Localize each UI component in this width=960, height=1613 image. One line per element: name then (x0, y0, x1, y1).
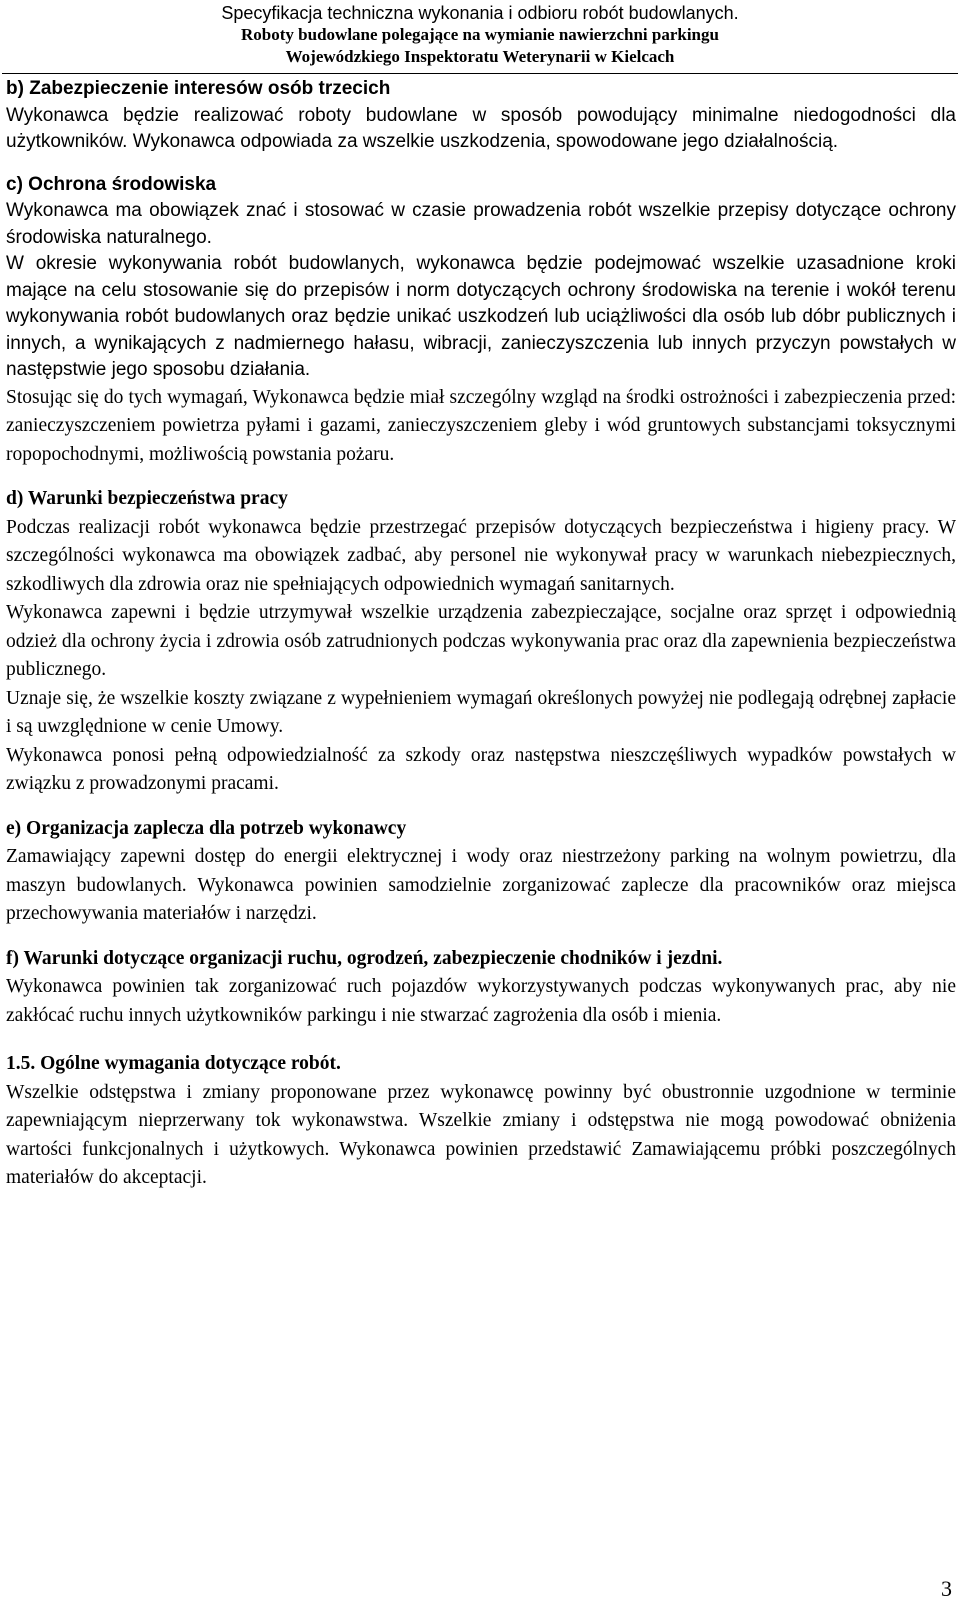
section-f-body (6, 973, 956, 1030)
section-e-paragraph-1: Zamawiający zapewni dostęp do energii elektrycznej i wody oraz niestrzeżony parking na wolnym powietrzu, dla maszyn budowlanych. Wykonawca powinien samodzielnie zorganizować zaplecze dla pracowników oraz miejsca przechowywania materiałów i narzędzi. (6, 846, 956, 924)
header-divider (2, 73, 958, 74)
section-d-heading: d) Warunki bezpieczeństwa pracy (6, 488, 288, 509)
section-f (6, 945, 956, 1031)
section-1-5 (6, 1050, 956, 1193)
section-1-5-body (6, 1079, 956, 1193)
section-d-paragraph-4: Wykonawca ponosi pełną odpowiedzialność za szkody oraz następstwa nieszczęśliwych wypadków powstałych w związku z prowadzonymi pracami. (6, 744, 956, 794)
document-body (6, 76, 956, 1193)
section-b-body (6, 103, 956, 156)
header-institution: Wojewódzkiego Inspektoratu Weterynarii w Kielcach (285, 47, 675, 66)
header-title: Specyfikacja techniczna wykonania i odbioru robót budowlanych. (221, 3, 739, 23)
section-c (6, 172, 956, 470)
section-c-paragraph-2: W okresie wykonywania robót budowlanych, wykonawca będzie podejmować wszelkie uzasadnione kroki mające na celu stosowanie się do przepisów i norm dotyczących ochrony środowiska na terenie i wokół terenu wykonywania robót budowlanych oraz będzie unikać uszkodzeń lub uciążliwości dla osób lub dóbr publicznych i innych, a wynikających z nadmiernego hałasu, wibracji, zanieczyszczenia lub innych przyczyn powstałych w następstwie jego sposobu działania. (6, 253, 956, 380)
section-d-body (6, 514, 956, 799)
section-c-body-serif (6, 384, 956, 470)
section-b-heading: b) Zabezpieczenie interesów osób trzecich (6, 78, 391, 99)
header-subtitle: Roboty budowlane polegające na wymianie nawierzchni parkingu (241, 25, 719, 44)
page-header (0, 2, 960, 68)
section-d-paragraph-2: Wykonawca zapewni i będzie utrzymywał wszelkie urządzenia zabezpieczające, socjalne oraz sprzęt i odpowiednią odzież dla ochrony życia i zdrowia osób zatrudnionych podczas wykonywania prac oraz dla zapewnienia bezpieczeństwa publicznego. (6, 602, 956, 680)
section-e-body (6, 843, 956, 929)
section-c-paragraph-1: Wykonawca ma obowiązek znać i stosować w czasie prowadzenia robót wszelkie przepisy dotyczące ochrony środowiska naturalnego. (6, 200, 956, 248)
section-1-5-heading: 1.5. Ogólne wymagania dotyczące robót. (6, 1053, 341, 1074)
page-number: 3 (941, 1576, 952, 1601)
section-b (6, 76, 956, 156)
section-b-paragraph-1: Wykonawca będzie realizować roboty budowlane w sposób powodujący minimalne niedogodności dla użytkowników. Wykonawca odpowiada za wszelkie uszkodzenia, spowodowane jego działalnością. (6, 104, 956, 152)
section-spacer (6, 1030, 956, 1050)
section-e-heading: e) Organizacja zaplecza dla potrzeb wykonawcy (6, 817, 407, 839)
section-d (6, 485, 956, 799)
section-spacer (6, 469, 956, 485)
section-d-paragraph-3: Uznaje się, że wszelkie koszty związane z wypełnieniem wymagań określonych powyżej nie podlegają odrębnej zapłacie i są uwzględnione w cenie Umowy. (6, 687, 956, 737)
section-f-paragraph-1: Wykonawca powinien tak zorganizować ruch pojazdów wykorzystywanych podczas wykonywanych prac, aby nie zakłócać ruchu innych użytkowników parkingu i nie stwarzać zagrożenia dla osób i mienia. (6, 976, 956, 1026)
section-d-paragraph-1: Podczas realizacji robót wykonawca będzie przestrzegać przepisów dotyczących bezpieczeństwa i higieny pracy. W szczególności wykonawca ma obowiązek zadbać, aby personel nie wykonywał pracy w warunkach niebezpiecznych, szkodliwych dla zdrowia oraz nie spełniających odpowiednich wymagań sanitarnych. (6, 516, 956, 595)
section-c-heading: c) Ochrona środowiska (6, 173, 217, 195)
section-c-paragraph-3: Stosując się do tych wymagań, Wykonawca będzie miał szczególny wzgląd na środki ostrożności i zabezpieczenia przed: zanieczyszczeniem powietrza pyłami i gazami, zanieczyszczeniem gleby i wód gruntowych substancjami toksycznymi ropopochodnymi, możliwością powstania pożaru. (6, 386, 956, 465)
section-spacer (6, 156, 956, 172)
section-e (6, 815, 956, 929)
section-spacer (6, 799, 956, 815)
section-f-heading: f) Warunki dotyczące organizacji ruchu, ogrodzeń, zabezpieczenie chodników i jezdni. (6, 947, 723, 969)
section-spacer (6, 929, 956, 945)
section-1-5-paragraph-1: Wszelkie odstępstwa i zmiany proponowane przez wykonawcę powinny być obustronnie uzgodnione w terminie zapewniającym nieprzerwany tok wykonawstwa. Wszelkie zmiany i odstępstwa nie mogą powodować obniżenia wartości funkcjonalnych i użytkowych. Wykonawca powinien przedstawić Zamawiającemu próbki poszczególnych materiałów do akceptacji. (6, 1081, 956, 1188)
section-c-body-sans (6, 198, 956, 384)
